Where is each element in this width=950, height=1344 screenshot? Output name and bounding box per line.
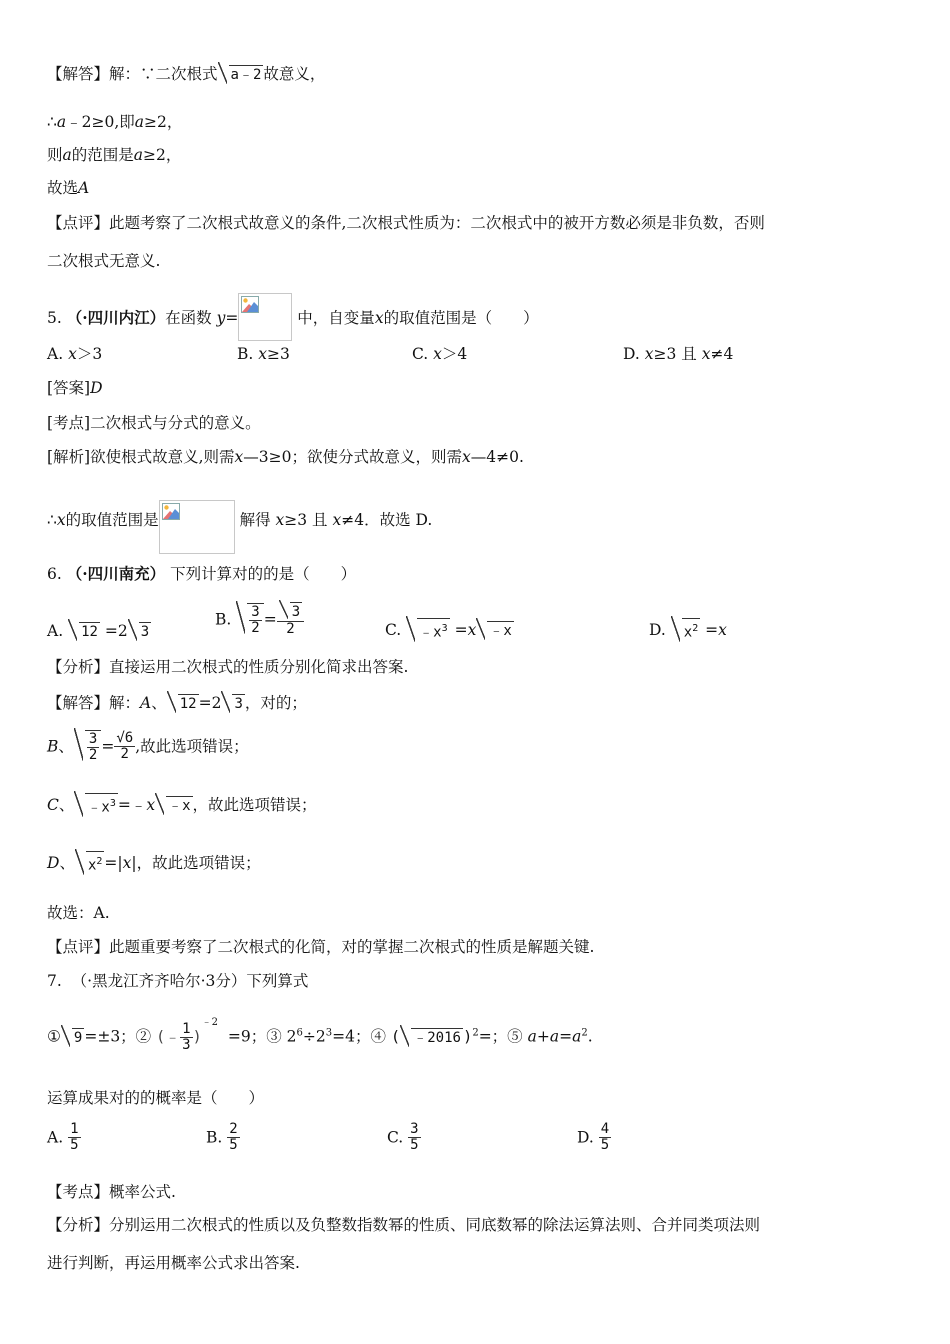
- q6-solution-a: 【解答】解：A、 12 =2 3 ，对的；: [47, 692, 307, 715]
- q7-option-d: D. $\frac{4}{5}$: [577, 1121, 610, 1153]
- q6-solution-c: C、 $﹣x^3$ =﹣x ﹣x ，故此选项错误；: [47, 793, 317, 819]
- answer-choice-line: 故选A: [47, 179, 90, 197]
- q7-option-b: B. $\frac{2}{5}$: [206, 1121, 238, 1153]
- q7-source: （·黑龙江齐齐哈尔·3分）下列算式: [71, 972, 309, 990]
- comment-line-1: 【点评】此题考察了二次根式故意义的条件,二次根式性质为：二次根式中的被开方数必须是非负数，否则: [47, 214, 765, 232]
- q5-number: 5.: [47, 309, 62, 327]
- q5-option-a: A. x＞3: [47, 345, 103, 363]
- q7-option-c: C. $\frac{3}{5}$: [387, 1121, 419, 1153]
- q7-analysis-2: 进行判断，再运用概率公式求出答案.: [47, 1254, 300, 1272]
- q6-option-b: B. $\frac{3}{2}$ = $\frac{3}{2}$: [215, 602, 304, 637]
- q5-option-d: D. x≥3 且 x≠4: [623, 345, 734, 363]
- q6-option-c: C. $﹣x^3 =x$ ﹣x: [385, 618, 514, 644]
- q5-result: ∴x的取值范围是 解得 x≥3 且 x≠4．故选 D.: [47, 494, 432, 548]
- q5-option-c: C. x＞4: [412, 345, 468, 363]
- q5-option-b: B. x≥3: [237, 345, 290, 363]
- q6-analysis: 【分析】直接运用二次根式的性质分别化简求出答案.: [47, 658, 409, 676]
- q6-choice: 故选：A.: [47, 904, 110, 922]
- q6-option-a: A. 12 =2 3: [47, 620, 151, 643]
- broken-image-icon: [238, 293, 292, 341]
- radical-a-minus-2: a﹣2: [218, 64, 264, 86]
- q7-analysis-1: 【分析】分别运用二次根式的性质以及负整数指数幂的性质、同底数幂的除法运算法则、合并同类项法则: [47, 1216, 761, 1234]
- q6-number: 6.: [47, 565, 62, 583]
- q6-solution-b: B、 $\frac{3}{2}$ = $\frac{√6}{2}$ ,故此选项错误；: [47, 730, 249, 763]
- q5-source: （·四川内江）: [66, 308, 166, 327]
- q6-solution-d: D、 $x^2 =|x|$，故此选项错误；: [47, 851, 261, 877]
- q7-option-a: A. $\frac{1}{5}$: [47, 1121, 79, 1153]
- q7-topic: 【考点】概率公式.: [47, 1183, 176, 1201]
- answer-line-1: 【解答】解：∵二次根式 a﹣2 故意义，: [47, 63, 325, 86]
- q5-topic: [考点]二次根式与分式的意义。: [47, 414, 261, 432]
- answer-line-3: 则a的范围是a≥2，: [47, 146, 182, 164]
- q5-analysis: [解析]欲使根式故意义,则需x—3≥0；欲使分式故意义，则需x—4≠0.: [47, 448, 524, 466]
- q6-source: （·四川南充）: [66, 564, 166, 583]
- q5-stem: 5. （·四川内江）在函数 y= 中，自变量x的取值范围是（ ）: [47, 295, 539, 343]
- broken-image-icon: [159, 500, 235, 554]
- comment-line-2: 二次根式无意义.: [47, 252, 161, 270]
- answer-label: 【解答】解：∵二次根式: [47, 65, 218, 83]
- q5-answer: [答案]D: [47, 379, 103, 397]
- q7-expressions: ① 9 =±3；② (﹣ $\frac{1}{3}$ )$^{﹣2}$ =9；③ $2^6\div 2^3=4$；④ ( ﹣2016 )$^2$=；⑤ $a+a=a^2$.: [47, 1017, 593, 1053]
- answer-line-2: ∴a﹣2≥0,即a≥2，: [47, 113, 183, 131]
- q7-stem: [47, 970, 308, 992]
- q6-comment: 【点评】此题重要考察了二次根式的化简，对的掌握二次根式的性质是解题关键.: [47, 938, 595, 956]
- q7-question: 运算成果对的的概率是（ ）: [47, 1089, 265, 1107]
- q6-stem: 6. （·四川南充） 下列计算对的的是（ ）: [47, 564, 357, 583]
- q6-option-d: D. $x^2 =x$: [649, 618, 727, 644]
- q7-number: 7.: [47, 972, 62, 990]
